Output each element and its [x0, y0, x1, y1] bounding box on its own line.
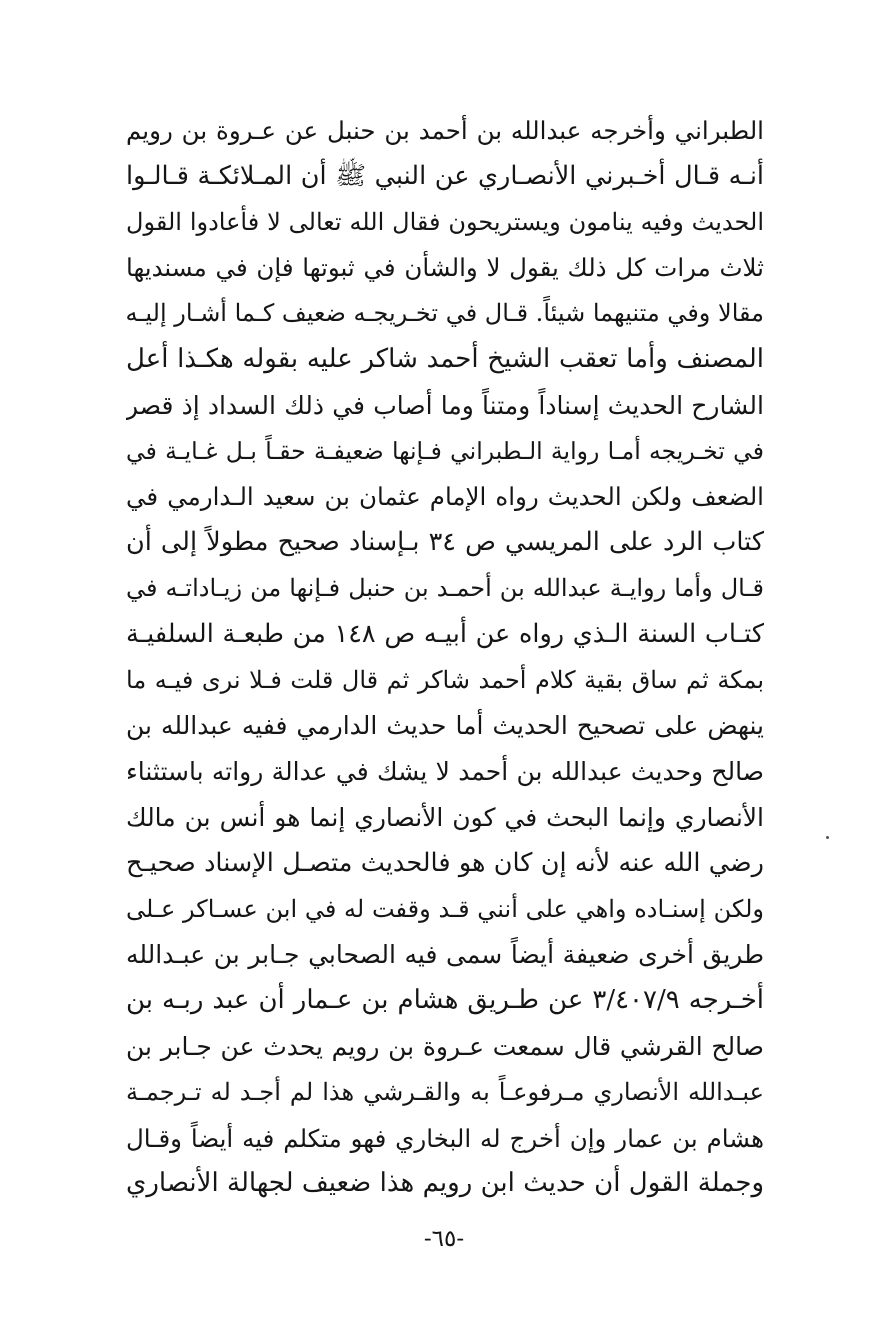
text-line: عبـدالله الأنصاري مـرفوعـاً به والقـرشي هذا لم أجـد له تـرجمـة [126, 1077, 764, 1106]
text-line: هشام بن عمار وإن أخرج له البخاري فهو متكلم فيه أيضاً وقـال [126, 1123, 764, 1153]
text-line: ينهض على تصحيح الحديث أما حديث الدارمي ففيه عبدالله بن [126, 711, 764, 741]
text-line: أنـه قـال أخـبرني الأنصـاري عن النبي ﷺ أن المـلائكـة قـالـوا [126, 160, 764, 191]
text-line: ثلاث مرات كل ذلك يقول لا والشأن في ثبوتها فإن في مسنديها [126, 253, 764, 283]
body-text [126, 108, 764, 1207]
text-line: صالح القرشي قال سمعت عـروة بن رويم يحدث عن جـابر بن [126, 1031, 764, 1061]
text-line: وجملة القول أن حديث ابن رويم هذا ضعيف لجهالة الأنصاري [126, 1168, 764, 1199]
text-line: الأنصاري وإنما البحث في كون الأنصاري إنما هو أنس بن مالك [126, 802, 764, 832]
text-line: طريق أخرى ضعيفة أيضاً سمى فيه الصحابي جـابر بن عبـدالله [126, 940, 764, 970]
text-line: مقالا وفي متنيهما شيئاً. قـال في تخـريجـه ضعيف كـما أشـار إليـه [126, 299, 764, 328]
text-line: صالح وحديث عبدالله بن أحمد لا يشك في عدالة رواته باستثناء [126, 757, 764, 787]
text-line: في تخـريجه أمـا رواية الـطبراني فـإنها ضعيفـة حقـاً بـل غـايـة في [126, 436, 764, 465]
text-line: قـال وأما روايـة عبدالله بن أحمـد بن حنبل فـإنها من زيـاداتـه في [126, 573, 764, 602]
text-line: بمكة ثم ساق بقية كلام أحمد شاكر ثم قال قلت فـلا نرى فيـه ما [126, 665, 764, 694]
scan-speck [826, 836, 829, 839]
text-line: ولكن إسنـاده واهي على أنني قـد وقفت له في ابن عسـاكر عـلى [126, 894, 764, 923]
text-line: المصنف وأما تعقب الشيخ أحمد شاكر عليه بقوله هكـذا أعل [126, 343, 764, 374]
page-number: -٦٥- [423, 1226, 465, 1252]
text-line: أخـرجه ٣/٤٠٧/٩ عن طـريق هشام بن عـمار أن عبد ربـه بن [126, 985, 764, 1016]
text-line: الضعف ولكن الحديث رواه الإمام عثمان بن سعيد الـدارمي في [126, 482, 764, 512]
text-line: كتـاب السنة الـذي رواه عن أبيـه ص ١٤٨ من طبعـة السلفيـة [126, 618, 764, 649]
text-line: الحديث وفيه ينامون ويستريحون فقال الله تعالى لا فأعادوا القول [126, 207, 764, 236]
text-line: كتاب الرد على المريسي ص ٣٤ بـإسناد صحيح مطولاً إلى أن [126, 527, 764, 558]
text-line: الطبراني وأخرجه عبدالله بن أحمد بن حنبل عن عـروة بن رويم [126, 116, 764, 145]
text-line: رضي الله عنه لأنه إن كان هو فالحديث متصـل الإسناد صحيـح [126, 847, 764, 878]
text-line: الشارح الحديث إسناداً ومتناً وما أصاب في ذلك السداد إذ قصر [126, 390, 764, 420]
